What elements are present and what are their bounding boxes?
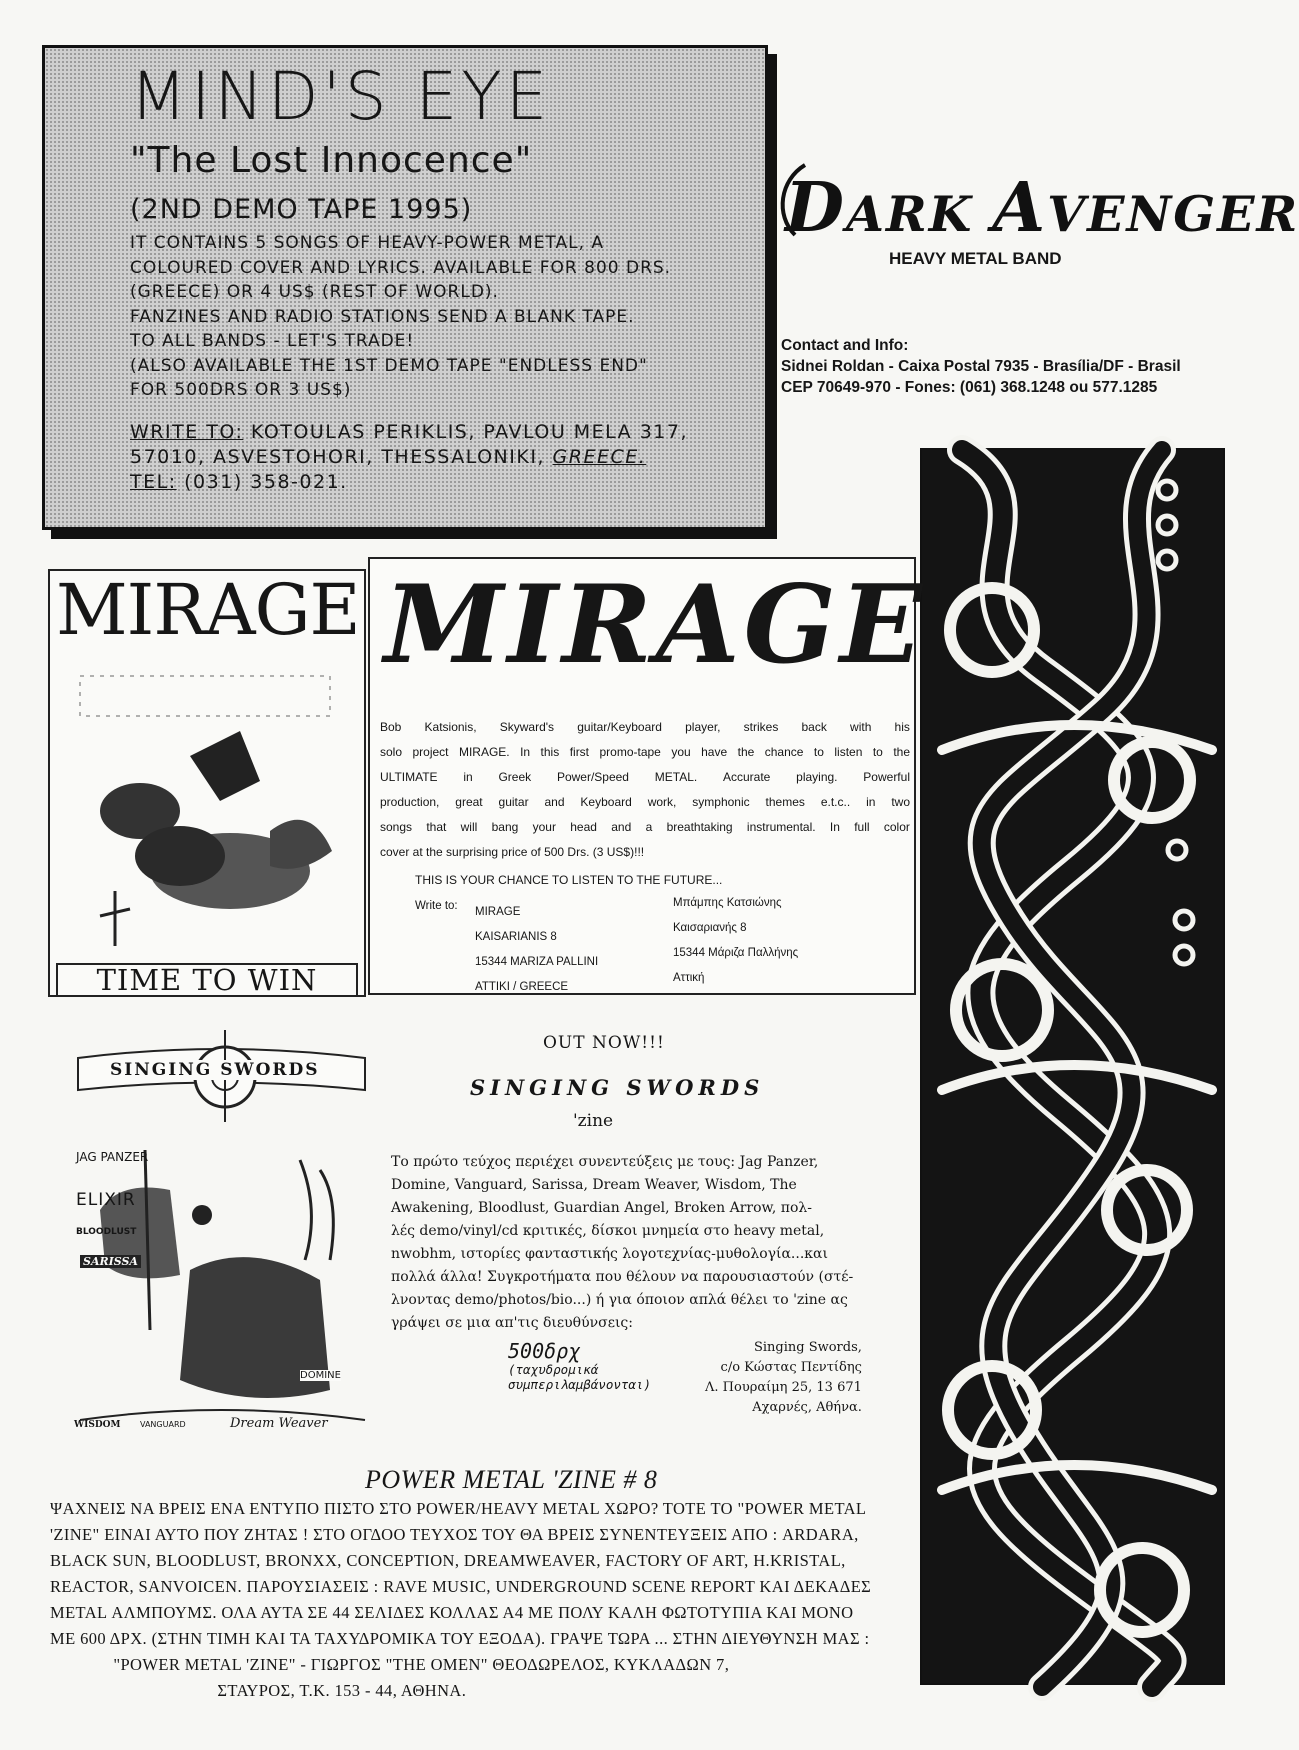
power-metal-zine-text: ΨΑΧΝΕΙΣ ΝΑ ΒΡΕΙΣ ΕΝΑ ΕΝΤΥΠΟ ΠΙΣΤΟ ΣΤΟ POWER/HEAVY METAL ΧΩΡΟ? ΤΟΤΕ ΤΟ "POWER METAL 'ZINE" ΕΙΝΑΙ ΑΥΤΟ ΠΟΥ ΖΗΤΑΣ ! ΣΤΟ ΟΓΔΟΟ ΤΕΥΧΟΣ ΤΟΥ ΘΑ ΒΡΕΙΣ ΣΥΝΕΝΤΕΥΞΕΙΣ ΑΠΟ : ARDARA, BLACK SUN, BLOODLUST, BRONXX, CONCEPTION, DREAMWEAVER, FACTORY OF ART, H.KRISTAL, REACTOR, SANVOICEN. ΠΑΡΟΥΣΙΑΣΕΙΣ : RAVE MUSIC, UNDERGROUND SCENE REPORT ΚΑΙ ΔΕΚΑΔΕΣ METAL ΑΛΜΠΟΥΜΣ. ΟΛΑ ΑΥΤΑ ΣΕ 44 ΣΕΛΙΔΕΣ ΚΟΛΛΑΣ Α4 ΜΕ ΠΟΛΥ ΚΑΛΗ ΦΩΤΟΤΥΠΙΑ ΚΑΙ ΜΟΝΟ ΜΕ 600 ΔΡΧ. (ΣΤΗΝ ΤΙΜΗ ΚΑΙ ΤΑ ΤΑΧΥΔΡΟΜΙΚΑ ΤΟΥ ΕΞΟΔΑ). ΓΡΑΨΕ ΤΩΡΑ ... ΣΤΗΝ ΔΙΕΥΘΥΝΣΗ ΜΑΣ : "POWER METAL 'ZINE" - ΓΙΩΡΓΟΣ "THE OMEN" ΘΕΟΔΩΡΕΛΟΣ, ΚΥΚΛΑΔΩΝ 7, ΣΤΑΥΡΟΣ, Τ.Κ. 153 - 44, ΑΘΗΝΑ. [50,1499,872,1700]
word: project [412,745,449,759]
cover-illustration [70,661,350,951]
word: Skyward's [499,720,555,734]
word: two [891,795,910,809]
telephone: (031) 358-021. [176,471,348,493]
minds-eye-line: COLOURED COVER AND LYRICS. AVAILABLE FOR 800 DRS. [130,257,672,278]
word: breathtaking [666,820,733,834]
word: your [532,820,556,834]
word: strikes [743,720,779,734]
word: full [854,820,870,834]
word: Katsionis, [424,720,477,734]
address-line: KOTOULAS PERIKLIS, PAVLOU MELA 317, [243,421,689,443]
minds-eye-line: FOR 500DRS OR 3 US$) [130,380,352,400]
dark-avenger-tagline: HEAVY METAL BAND [889,249,1062,268]
word: you [671,745,691,759]
mirage-cover-title: MIRAGE [56,569,360,651]
address-line: 57010, ASVESTOHORI, THESSALONIKI, [130,446,553,468]
minds-eye-description [130,231,730,403]
word: playing. [796,770,838,784]
word: this [540,745,560,759]
word: ULTIMATE [380,770,438,784]
word: head [570,820,597,834]
minds-eye-line: (ALSO AVAILABLE THE 1ST DEMO TAPE "ENDLESS END" [130,355,648,376]
minds-eye-demo-title: "The Lost Innocence" [130,140,533,181]
word: In [520,745,531,759]
word: will [460,820,478,834]
word: Powerful [863,770,910,784]
word: his [894,720,910,734]
word: the [893,745,910,759]
word: the [737,745,755,759]
word: songs [380,820,413,834]
logo-flourish [770,160,810,240]
mirage-cover-footer: TIME TO WIN [56,963,358,997]
cover-band: SARISSA [80,1255,141,1268]
mirage-logo: MIRAGE [384,562,927,688]
word: to [813,745,824,759]
minds-eye-line: IT CONTAINS 5 SONGS OF HEAVY-POWER METAL, A [130,233,605,253]
word: MIRAGE. [458,745,510,759]
mirage-ad [368,557,927,995]
cover-band: VANGUARD [140,1420,186,1429]
word: work, [647,795,677,809]
word: and [544,795,565,809]
mirage-address-english: MIRAGE KAISARIANIS 8 15344 MARIZA PALLINI ATTIKI / GREECE [475,906,599,993]
minds-eye-line: (GREECE) OR 4 US$ (REST OF WORLD). [130,282,499,302]
tel-label: TEL: [130,471,177,493]
word: listen [834,745,863,759]
word: to [872,745,883,759]
singing-swords-cover-art [70,1030,375,1440]
power-metal-zine-title: POWER METAL 'ZINE # 8 [365,1465,658,1494]
minds-eye-format: (2ND DEMO TAPE 1995) [130,194,473,225]
mirage-address-greek: Μπάμπης Κατσιώνης Καισαριανής 8 15344 Μάριζα Παλλήνης Αττική [673,897,799,984]
word: first [569,745,590,759]
word: back [801,720,827,734]
mirage-chance: THIS IS YOUR CHANCE TO LISTEN TO THE FUTURE... [415,873,723,887]
word: e.t.c.. [820,795,851,809]
word: In [829,820,840,834]
word: guitar/Keyboard [577,720,662,734]
word: themes [765,795,805,809]
word: symphonic [692,795,750,809]
word: Greek [498,770,532,784]
singing-swords-ad [388,1025,908,1450]
cover-banner: SINGING SWORDS [110,1060,320,1080]
word: Accurate [723,770,771,784]
word: have [701,745,728,759]
word: instrumental. [746,820,816,834]
singing-swords-address: Singing Swords, c/o Κώστας Πεντίδης Λ. Πουραίμη 25, 13 671 Αχαρνές, Αθήνα. [705,1340,862,1415]
mirage-description [380,715,910,865]
word: solo [380,745,403,759]
out-now: OUT NOW!!! [543,1033,665,1053]
word: player, [685,720,721,734]
word: and [611,820,632,834]
singing-swords-name: SINGING SWORDS [470,1075,765,1100]
minds-eye-band-name: MIND'S EYE [130,58,552,135]
word: bang [491,820,519,834]
word: chance [764,745,804,759]
word: Keyboard [580,795,632,809]
word: that [426,820,447,834]
word: a [645,820,653,834]
zine-label: 'zine [573,1111,614,1131]
word: in [463,770,473,784]
minds-eye-address [130,420,688,495]
dark-avenger-contact: Contact and Info: Sidnei Roldan - Caixa Postal 7935 - Brasília/DF - Brasil CEP 70649-970 - Fones: (061) 368.1248 ou 577.1285 [781,337,1181,396]
cover-band: WISDOM [74,1420,121,1430]
cover-band: Dream Weaver [230,1416,328,1431]
mirage-line [380,815,910,840]
word: production, [380,795,440,809]
mirage-cover-art [48,569,366,997]
word: in [866,795,876,809]
cover-band: ELIXIR [76,1190,136,1210]
word: guitar [498,795,529,809]
mirage-line: cover at the surprising price of 500 Drs. (3 US$)!!! [380,845,645,859]
mirage-line [380,765,910,790]
singing-swords-description: Το πρώτο τεύχος περιέχει συνεντεύξεις με τους: Jag Panzer, Domine, Vanguard, Sarissa, Dream Weaver, Wisdom, The Awakening, Bloodlust, Guardian Angel, Broken Arrow, πολ- λές demo/vinyl/cd κριτικές, δίσκοι μνημεία στο heavy metal, nwobhm, ιστορίες φανταστικής λογοτεχνίας-μυθολογία...και πολλά άλλα! Συγκροτήματα που θέλουν να παρουσιαστούν (στέ- λνοντας demo/photos/bio...) ή για όποιον απλά θέλει το 'zine ας γράψει σε μια απ'τις διευθύνσεις: [391,1154,854,1331]
minds-eye-line: TO ALL BANDS - LET'S TRADE! [130,331,415,351]
word: Bob [380,720,402,734]
mirage-write-label: Write to: [415,900,458,912]
word: great [455,795,483,809]
mirage-line [380,740,910,765]
mirage-line [380,790,910,815]
minds-eye-line: FANZINES AND RADIO STATIONS SEND A BLANK TAPE. [130,306,635,327]
write-to-label: WRITE TO: [130,421,244,443]
mirage-line [380,715,910,740]
word: Power/Speed [556,770,629,784]
minds-eye-ad [42,45,768,530]
word: with [850,720,872,734]
cover-band: JAG PANZER [76,1150,149,1164]
word: promo-tape [599,745,661,759]
word: color [883,820,910,834]
word: METAL. [654,770,698,784]
singing-swords-price: 500δρχ (ταχυδρομικά συμπεριλαμβάνονται) [508,1339,651,1392]
cover-band: BLOODLUST [76,1227,137,1237]
cover-band: DOMINE [300,1370,341,1381]
country: GREECE. [552,446,647,468]
dark-avenger-logo: DARK AVENGER [785,168,1299,248]
